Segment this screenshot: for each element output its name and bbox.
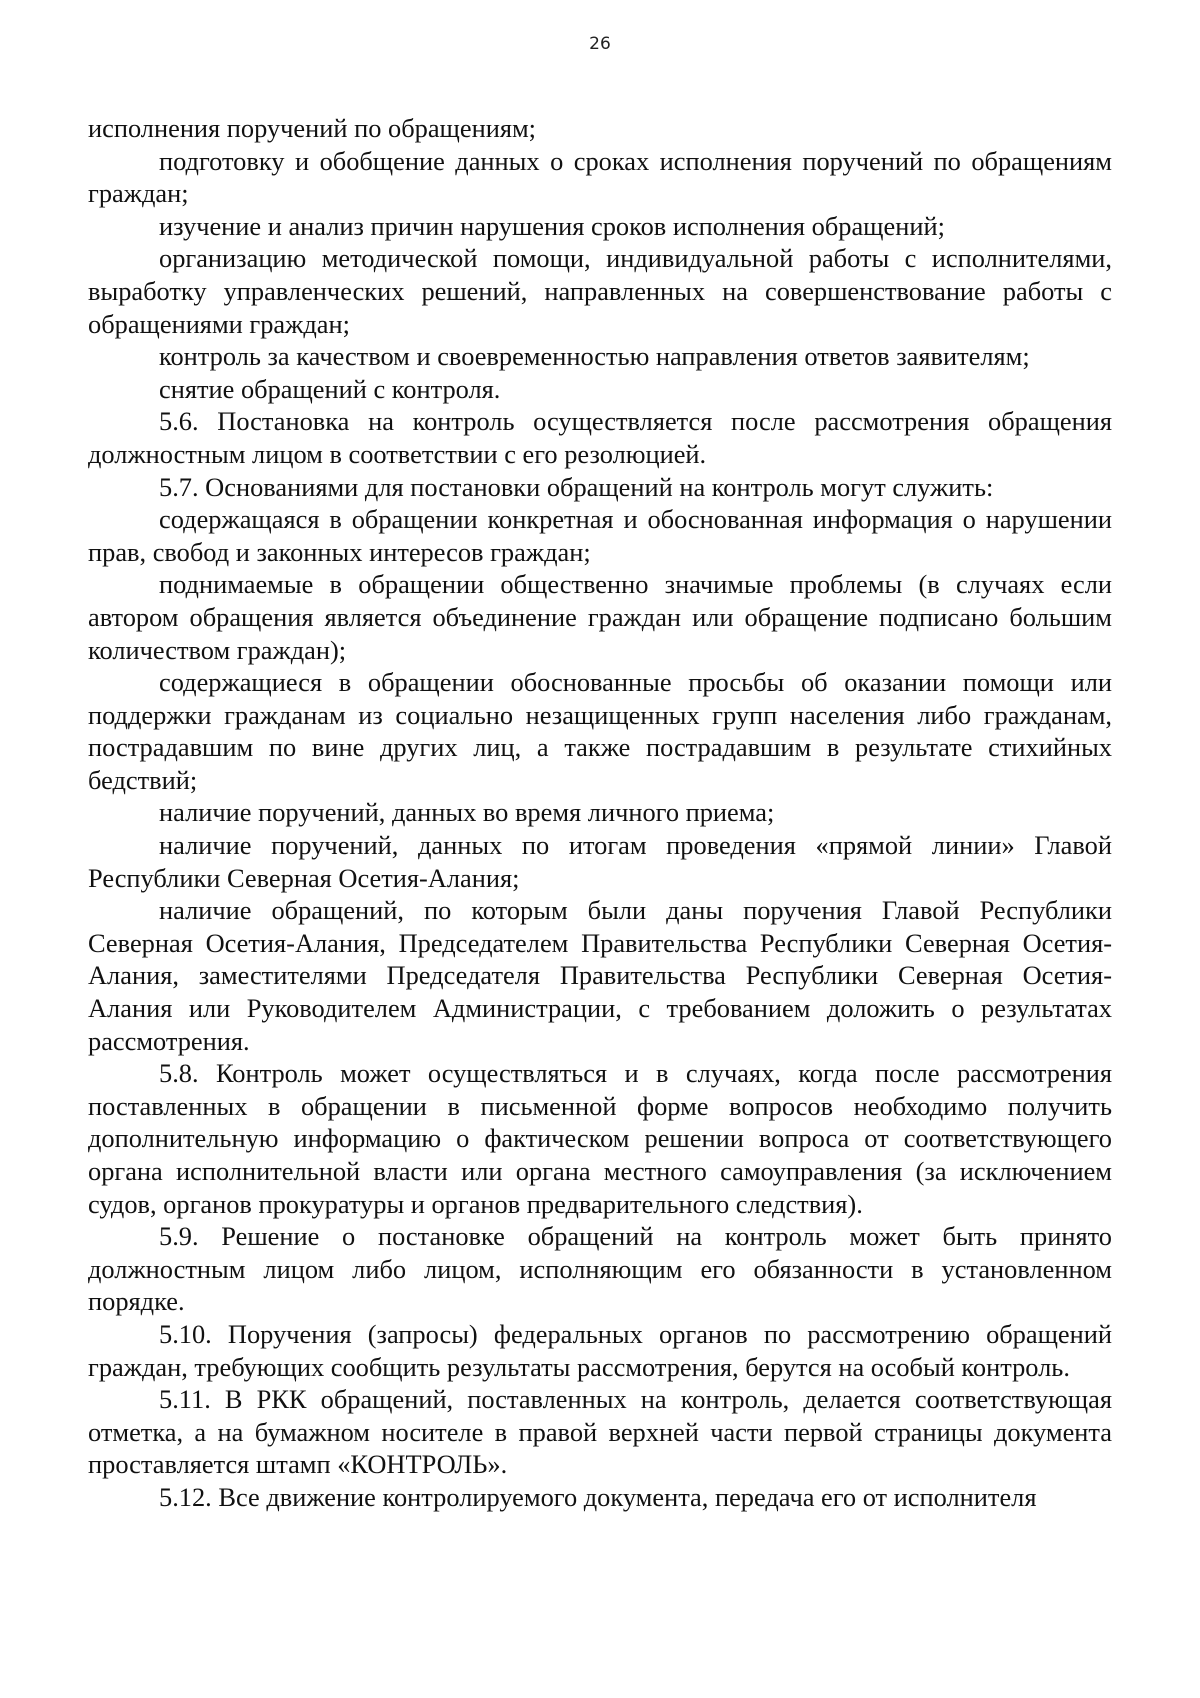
paragraph: наличие поручений, данных по итогам проведения «прямой линии» Главой Республики Северная Осетия-Алания; (88, 830, 1112, 893)
paragraph: 5.10. Поручения (запросы) федеральных органов по рассмотрению обращений граждан, требующих сообщить результаты рассмотрения, берутся на особый контроль. (88, 1318, 1112, 1382)
paragraph: 5.6. Постановка на контроль осуществляется после рассмотрения обращения должностным лицом в соответствии с его резолюцией. (88, 406, 1112, 469)
document-body (88, 112, 1112, 1514)
paragraph: снятие обращений с контроля. (159, 373, 501, 404)
paragraph: 5.12. Все движение контролируемого документа, передача его от исполнителя (159, 1481, 1037, 1512)
paragraph: наличие поручений, данных во время личного приема; (159, 797, 775, 828)
paragraph: 5.9. Решение о постановке обращений на контроль может быть принято должностным лицом либо лицом, исполняющим его обязанности в установленном порядке. (88, 1221, 1112, 1317)
paragraph: 5.8. Контроль может осуществляться и в случаях, когда после рассмотрения поставленных в обращении в письменной форме вопросов необходимо получить дополнительную информацию о фактическом решении вопроса от соответствующего органа исполнительной власти или органа местного самоуправления (за исключением судов, органов прокуратуры и органов предварительного следствия). (88, 1058, 1112, 1219)
paragraph: 5.11. В РКК обращений, поставленных на контроль, делается соответствующая отметка, а на бумажном носителе в правой верхней части первой страницы документа проставляется штамп «КОНТРОЛЬ». (88, 1384, 1112, 1480)
paragraph: поднимаемые в обращении общественно значимые проблемы (в случаях если автором обращения является объединение граждан или обращение подписано большим количеством граждан); (88, 569, 1112, 665)
paragraph: наличие обращений, по которым были даны поручения Главой Республики Северная Осетия-Алания, Председателем Правительства Республики Северная Осетия-Алания, заместителями Председателя Правительства Республики Северная Осетия-Алания или Руководителем Администрации, с требованием доложить о результатах рассмотрения. (88, 895, 1112, 1056)
paragraph: 5.7. Основаниями для постановки обращений на контроль могут служить: (159, 471, 994, 502)
paragraph: изучение и анализ причин нарушения сроков исполнения обращений; (159, 210, 945, 241)
paragraph: исполнения поручений по обращениям; (88, 113, 537, 143)
paragraph: подготовку и обобщение данных о сроках исполнения поручений по обращениям граждан; (88, 145, 1112, 209)
paragraph: контроль за качеством и своевременностью направления ответов заявителям; (159, 341, 1030, 372)
paragraph: организацию методической помощи, индивидуальной работы с исполнителями, выработку управленческих решений, направленных на совершенствование работы с обращениями граждан; (88, 243, 1112, 339)
page-number: 26 (589, 34, 611, 54)
paragraph: содержащаяся в обращении конкретная и обоснованная информация о нарушении прав, свобод и законных интересов граждан; (88, 504, 1112, 567)
paragraph: содержащиеся в обращении обоснованные просьбы об оказании помощи или поддержки гражданам из социально незащищенных групп населения либо гражданам, пострадавшим по вине других лиц, а также пострадавшим в результате стихийных бедствий; (88, 667, 1112, 795)
